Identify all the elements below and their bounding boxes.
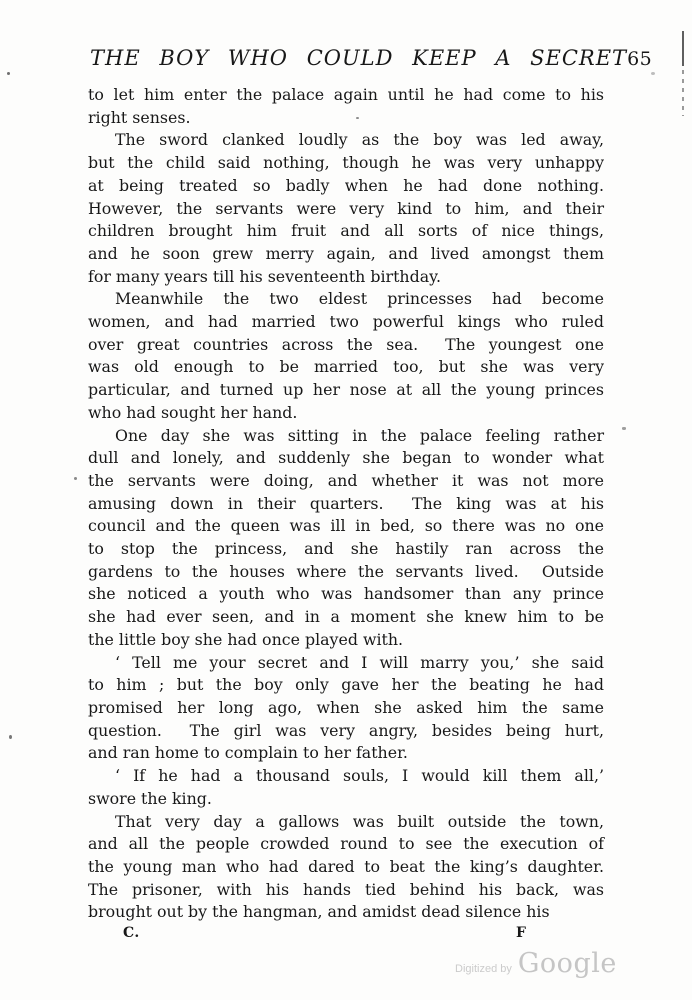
paragraph (88, 765, 604, 810)
running-title: THE BOY WHO COULD KEEP A SECRET (90, 46, 628, 70)
page-header (90, 46, 653, 70)
text-line: right senses. (88, 107, 191, 127)
google-logo: Google (517, 948, 617, 979)
text-line: the young man who had dared to beat the king’s daughter. (88, 856, 604, 876)
text-line: but the child said nothing, though he was very unhappy (88, 153, 604, 173)
text-line: However, the servants were very kind to him, and their (88, 198, 604, 218)
paragraph (88, 288, 604, 424)
text-line: and ran home to complain to her father. (88, 743, 408, 763)
scan-speck-artifact (7, 72, 10, 75)
text-line: The prisoner, with his hands tied behind his back, was (88, 879, 604, 899)
text-line: was old enough to be married too, but she was very (88, 357, 604, 377)
paragraph (88, 84, 604, 129)
text-line: to stop the princess, and she hastily ran across the (88, 539, 604, 559)
text-line: ‘ If he had a thousand souls, I would kill them all,’ (115, 766, 604, 786)
scan-speck-artifact (622, 427, 626, 430)
scan-speck-artifact (74, 477, 77, 480)
text-line: to let him enter the palace again until he had come to his (88, 85, 604, 104)
paragraph (88, 425, 604, 652)
text-line: for many years till his seventeenth birthday. (88, 266, 441, 286)
digitized-by-google-watermark (455, 948, 617, 979)
scan-edge-artifact (682, 70, 684, 116)
text-line: One day she was sitting in the palace feeling rather (115, 425, 604, 445)
scan-edge-artifact (682, 31, 684, 66)
text-line: gardens to the houses where the servants lived. Outside (88, 561, 604, 581)
scan-speck-artifact (651, 72, 655, 75)
text-line: ‘ Tell me your secret and I will marry you,’ she said (115, 652, 604, 672)
text-line: and all the people crowded round to see the execution of (88, 834, 604, 854)
printer-signature-right: F (516, 925, 527, 941)
text-line: to him ; but the boy only gave her the beating he had (88, 675, 604, 695)
text-line: swore the king. (88, 788, 212, 808)
text-line: question. The girl was very angry, besides being hurt, (88, 720, 604, 740)
text-line: women, and had married two powerful kings who ruled (88, 312, 604, 332)
text-line: she had ever seen, and in a moment she knew him to be (88, 607, 604, 627)
page-text (88, 84, 604, 924)
text-line: she noticed a youth who was handsomer than any prince (88, 584, 604, 604)
text-line: brought out by the hangman, and amidst dead silence his (88, 902, 550, 922)
text-line: Meanwhile the two eldest princesses had become (115, 289, 604, 309)
text-line: at being treated so badly when he had done nothing. (88, 175, 604, 195)
text-line: council and the queen was ill in bed, so there was no one (88, 516, 604, 536)
text-line: children brought him fruit and all sorts of nice things, (88, 221, 604, 241)
text-line: over great countries across the sea. The youngest one (88, 334, 604, 354)
page-number: 65 (627, 48, 653, 70)
paragraph (88, 129, 604, 288)
text-line: the servants were doing, and whether it was not more (88, 470, 604, 490)
text-line: and he soon grew merry again, and lived amongst them (88, 243, 604, 263)
text-line: amusing down in their quarters. The king was at his (88, 493, 604, 513)
text-line: particular, and turned up her nose at all the young princes (88, 380, 604, 400)
printer-signature-left: C. (123, 925, 140, 941)
paragraph (88, 811, 604, 925)
text-line: who had sought her hand. (88, 402, 298, 422)
text-line: That very day a gallows was built outside the town, (115, 811, 604, 831)
text-line: promised her long ago, when she asked him the same (88, 697, 604, 717)
text-line: The sword clanked loudly as the boy was led away, (115, 130, 604, 150)
text-line: the little boy she had once played with. (88, 629, 404, 649)
scan-speck-artifact (9, 735, 12, 739)
paragraph (88, 652, 604, 766)
digitized-by-label: Digitized by (455, 963, 512, 975)
text-line: dull and lonely, and suddenly she began to wonder what (88, 448, 604, 468)
